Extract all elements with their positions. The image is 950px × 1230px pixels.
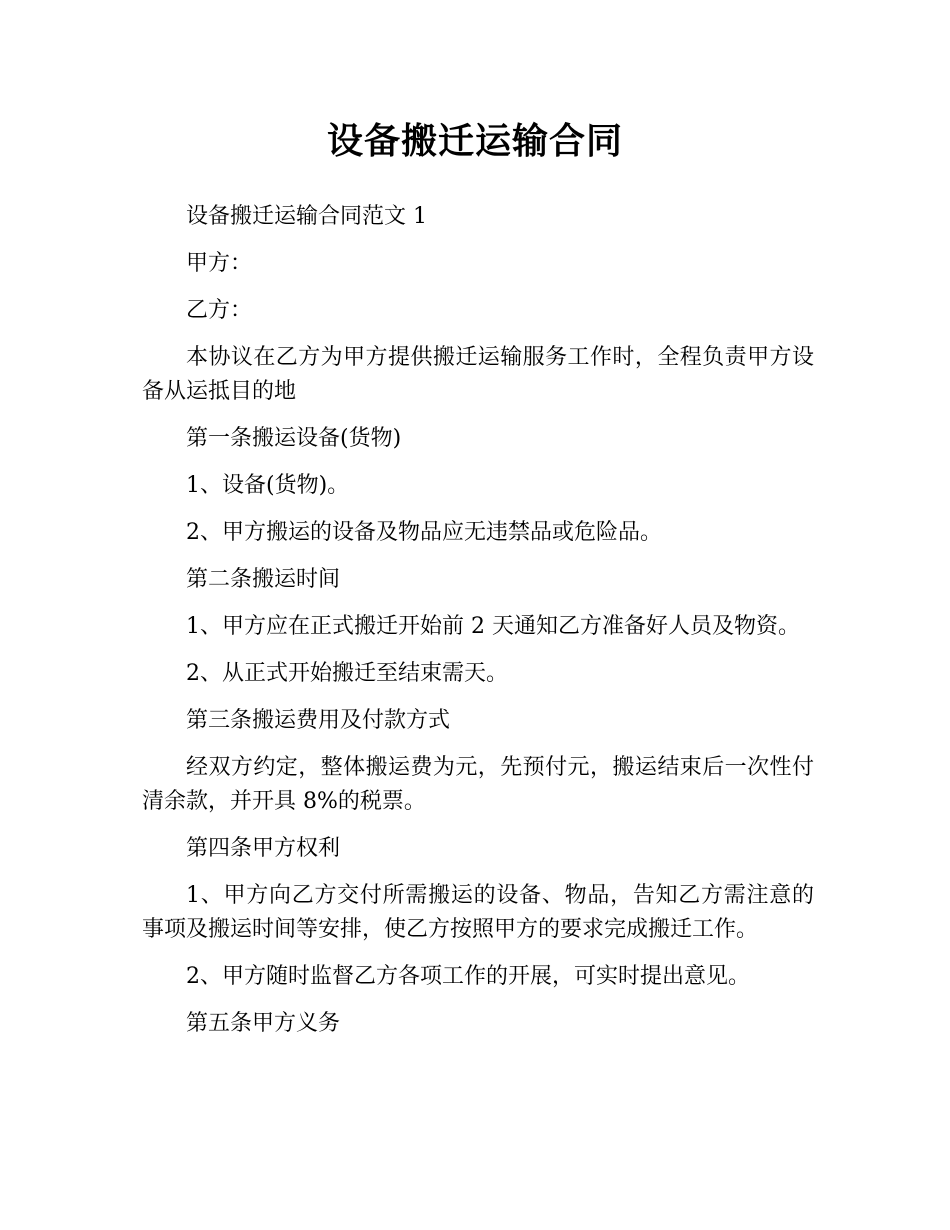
paragraph-party-a: 甲方：	[186, 251, 253, 276]
clause-1-heading: 第一条搬运设备(货物)	[186, 426, 402, 451]
paragraph-preamble: 本协议在乙方为甲方提供搬迁运输服务工作时，全程负责甲方设备从运抵目的地	[142, 345, 814, 404]
clause-4-item-2: 2、甲方随时监督乙方各项工作的开展，可实时提出意见。	[186, 964, 750, 989]
clause-4-heading: 第四条甲方权利	[186, 836, 341, 861]
paragraph-party-b: 乙方：	[186, 298, 253, 323]
clause-3-heading: 第三条搬运费用及付款方式	[186, 708, 451, 733]
clause-1-item-1: 1、设备(货物)。	[186, 473, 350, 498]
clause-1-item-2: 2、甲方搬运的设备及物品应无违禁品或危险品。	[186, 520, 662, 545]
clause-5-heading: 第五条甲方义务	[186, 1011, 341, 1036]
clause-3-text: 经双方约定，整体搬运费为元，先预付元，搬运结束后一次性付清余款，并开具 8%的税票。	[142, 755, 814, 814]
clause-2-item-2: 2、从正式开始搬迁至结束需天。	[186, 661, 508, 686]
document-title: 设备搬迁运输合同	[326, 121, 623, 162]
clause-2-item-1: 1、甲方应在正式搬迁开始前 2 天通知乙方准备好人员及物资。	[186, 614, 800, 639]
clause-2-heading: 第二条搬运时间	[186, 567, 341, 592]
clause-4-item-1: 1、甲方向乙方交付所需搬运的设备、物品，告知乙方需注意的事项及搬运时间等安排，使乙方按照甲方的要求完成搬迁工作。	[142, 883, 814, 942]
document-body	[142, 200, 814, 1054]
paragraph-sample-heading: 设备搬迁运输合同范文 1	[186, 204, 427, 229]
